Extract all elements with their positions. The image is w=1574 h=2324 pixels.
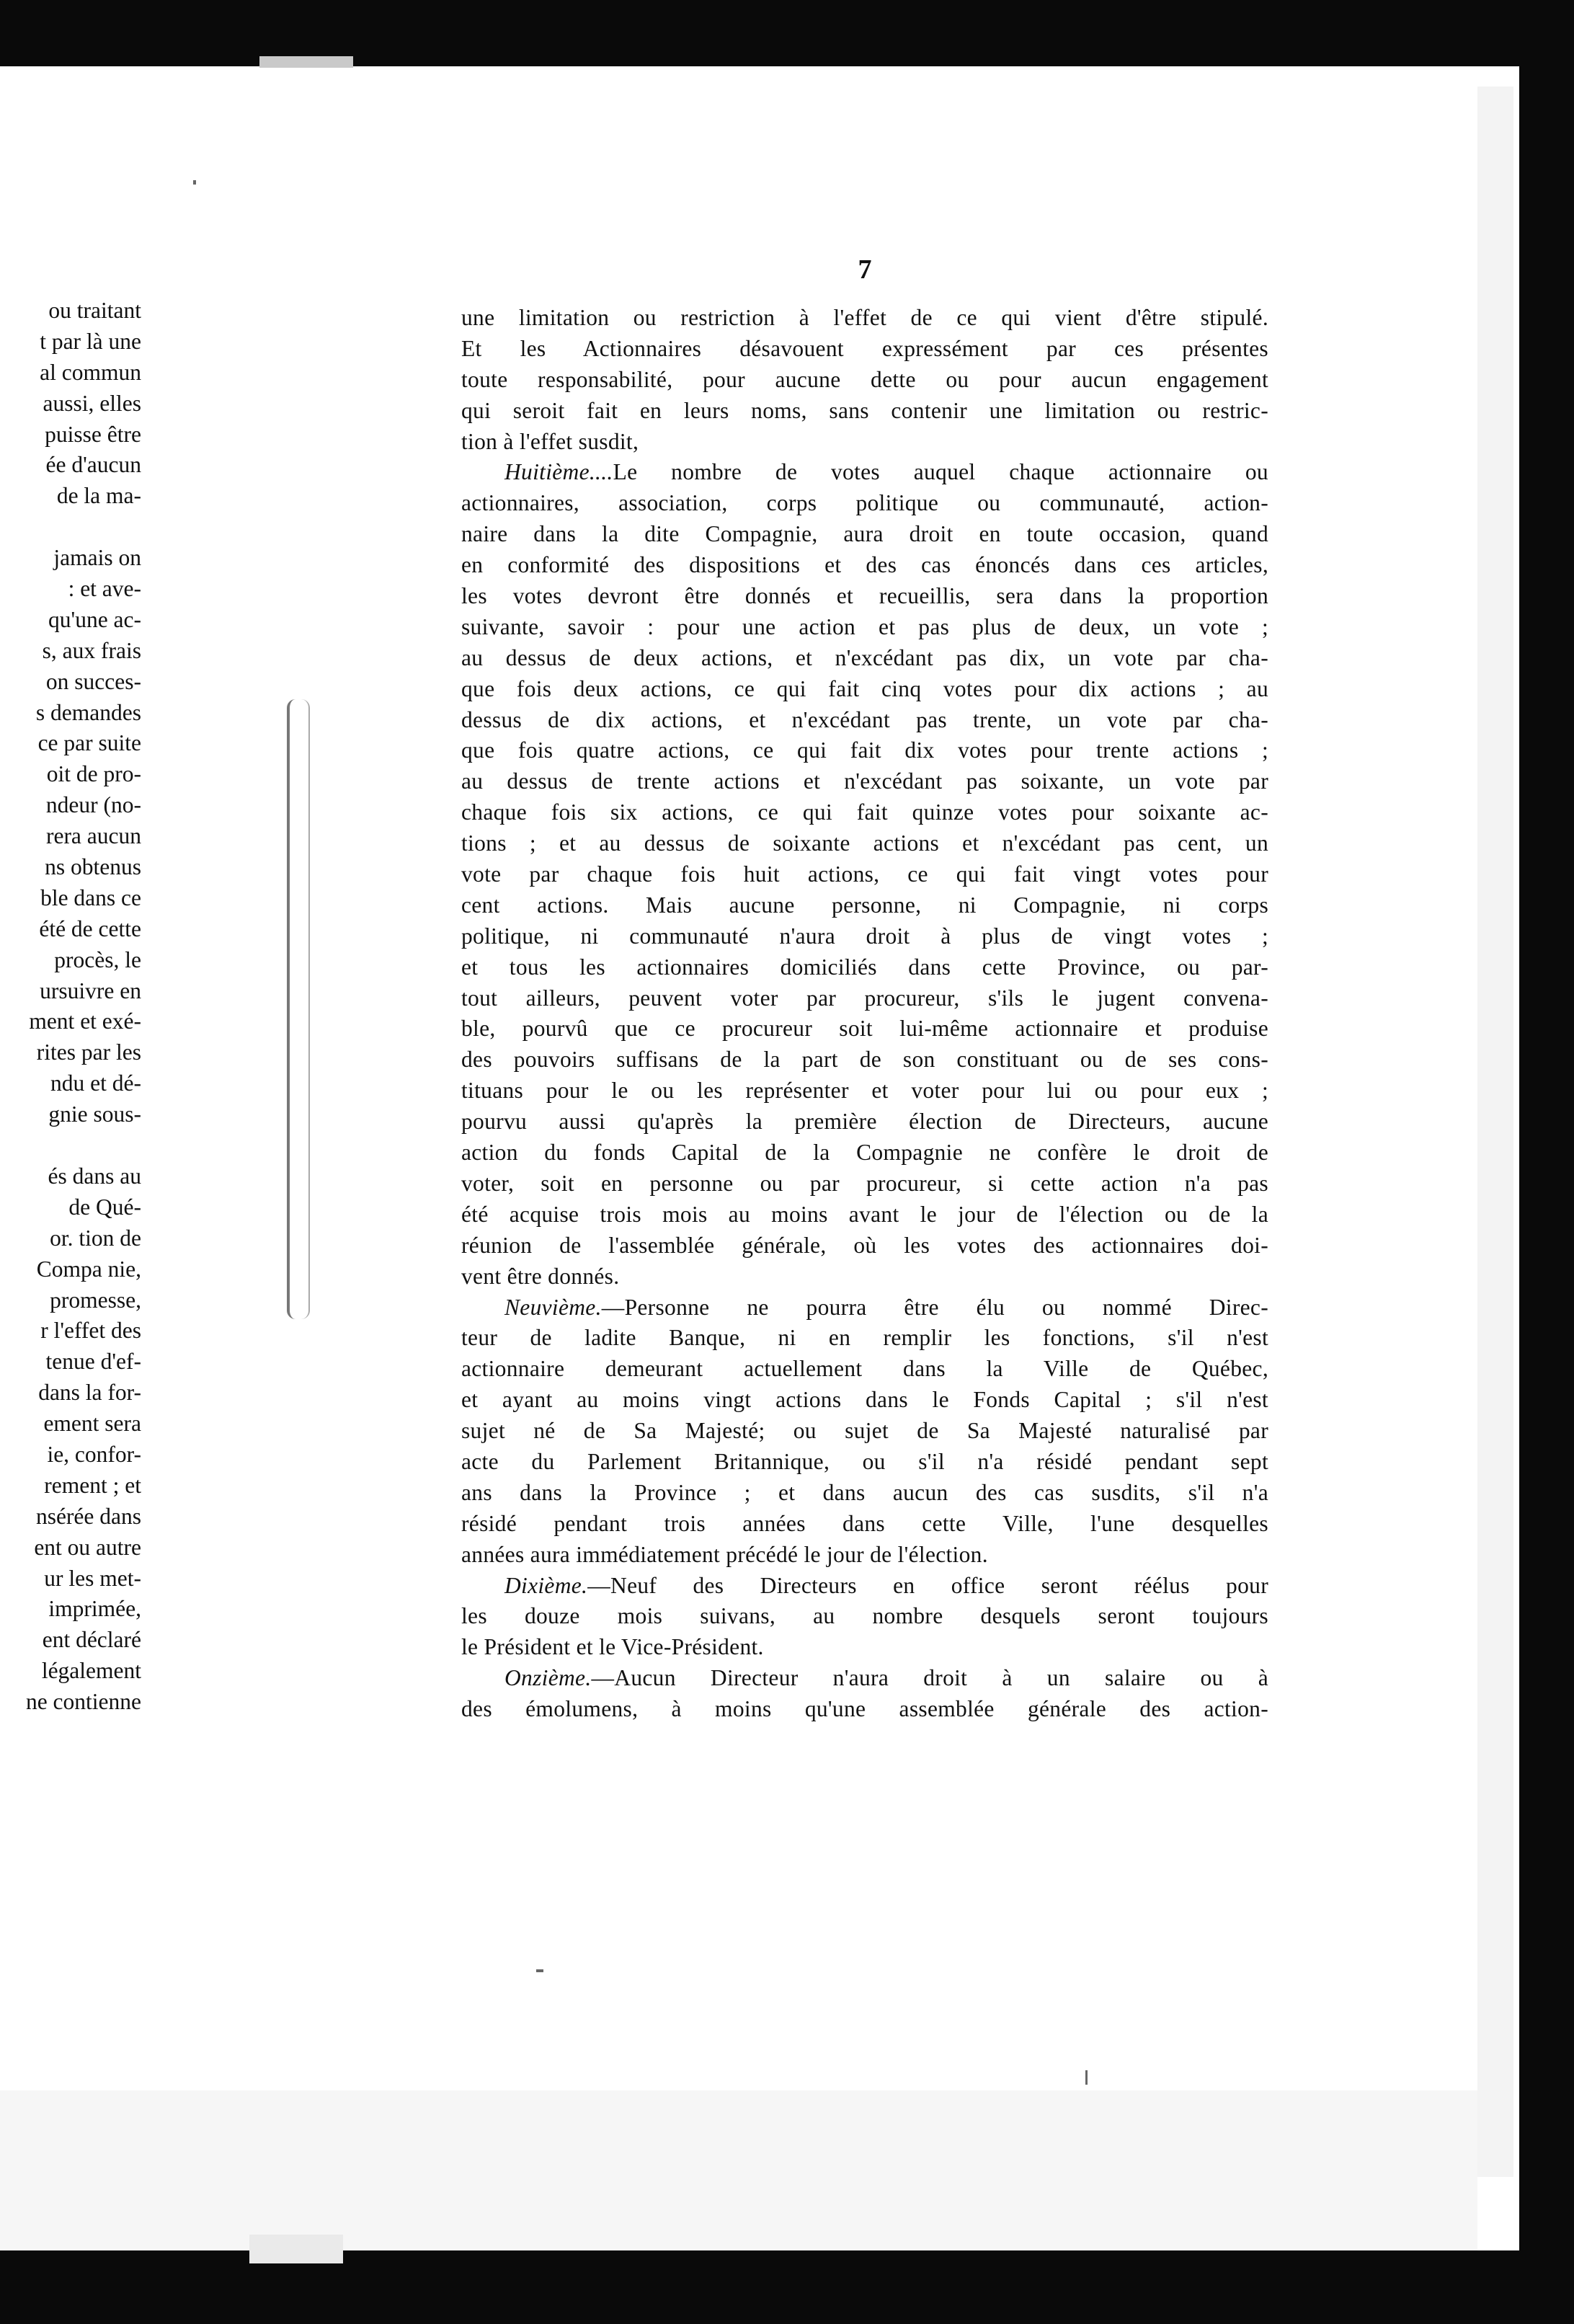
facing-page-column <box>0 296 141 1718</box>
line-text: tions ; et au dessus de soixante actions et n'excédant pas cent, un <box>461 830 1268 856</box>
facing-page-line: imprimée, <box>48 1596 141 1622</box>
text-line <box>461 921 1268 952</box>
line-text: voter, soit en personne ou par procureur, si cette action n'a pas <box>461 1170 1268 1196</box>
facing-page-line: ie, confor- <box>47 1441 141 1467</box>
facing-page-line: s, aux frais <box>42 637 141 663</box>
article-heading: Dixième. <box>504 1572 588 1598</box>
line-text: naire dans la dite Compagnie, aura droit en toute occasion, quand <box>461 521 1268 547</box>
line-text: que fois deux actions, ce qui fait cinq votes pour dix actions ; au <box>461 675 1268 701</box>
line-text: le Président et le Vice-Président. <box>461 1634 764 1660</box>
line-text: les votes devront être donnés et recueillis, sera dans la proportion <box>461 583 1268 609</box>
text-line <box>461 952 1268 983</box>
facing-page-line: ndeur (no- <box>45 792 141 818</box>
line-text: années aura immédiatement précédé le jour de l'élection. <box>461 1541 988 1567</box>
facing-page-line: ns obtenus <box>45 854 141 880</box>
facing-page-line: r l'effet des <box>40 1318 141 1344</box>
line-text: Le nombre de votes auquel chaque actionnaire ou <box>613 459 1268 485</box>
article-heading: Neuvième. <box>504 1294 602 1320</box>
line-text: politique, ni communauté n'aura droit à plus de vingt votes ; <box>461 923 1268 949</box>
line-text: vent être donnés. <box>461 1263 620 1289</box>
text-line <box>461 705 1268 736</box>
text-line <box>461 550 1268 581</box>
line-text: cent actions. Mais aucune personne, ni Compagnie, ni corps <box>461 892 1268 918</box>
line-text: été acquise trois mois au moins avant le jour de l'élection ou de la <box>461 1201 1268 1227</box>
line-text: vote par chaque fois huit actions, ce qui fait vingt votes pour <box>461 861 1268 887</box>
facing-page-line: és dans au <box>48 1163 141 1189</box>
text-line <box>461 1601 1268 1632</box>
line-text: actionnaires, association, corps politique ou communauté, action- <box>461 490 1268 516</box>
facing-page-line: aussi, elles <box>43 390 141 416</box>
text-line <box>461 612 1268 643</box>
text-line <box>461 1323 1268 1354</box>
facing-page-line: ursuivre en <box>40 977 141 1003</box>
facing-page-line: nsérée dans <box>35 1503 141 1529</box>
facing-page-line: ble dans ce <box>40 884 141 910</box>
text-line <box>461 1230 1268 1261</box>
line-text: —Neuf des Directeurs en office seront réélus pour <box>587 1572 1268 1598</box>
facing-page-line: été de cette <box>39 915 141 941</box>
text-line <box>461 1663 1268 1694</box>
line-text: ble, pourvû que ce procureur soit lui-même actionnaire et produise <box>461 1016 1268 1042</box>
facing-page-line: promesse, <box>50 1287 141 1313</box>
line-text: tituans pour le ou les représenter et voter pour lui ou pour eux ; <box>461 1078 1268 1104</box>
speck <box>1085 2070 1088 2085</box>
text-line <box>461 1261 1268 1292</box>
text-line <box>461 365 1268 396</box>
line-text: ans dans la Province ; et dans aucun des cas susdits, s'il n'a <box>461 1479 1268 1505</box>
line-text: et tous les actionnaires domiciliés dans cette Province, ou par- <box>461 954 1268 980</box>
main-text-column <box>461 303 1268 1725</box>
line-text: pourvu aussi qu'après la première élection de Directeurs, aucune <box>461 1109 1268 1135</box>
facing-page-line: jamais on <box>53 545 141 571</box>
text-line <box>461 1478 1268 1509</box>
line-text: actionnaire demeurant actuellement dans la Ville de Québec, <box>461 1356 1268 1382</box>
page-number: 7 <box>858 254 872 285</box>
line-text: réunion de l'assemblée générale, où les votes des actionnaires doi- <box>461 1232 1268 1258</box>
facing-page-line: rites par les <box>36 1039 141 1065</box>
text-line <box>461 1509 1268 1540</box>
line-text: —Personne ne pourra être élu ou nommé Direc- <box>601 1294 1268 1320</box>
facing-page-line: ce par suite <box>37 730 141 756</box>
facing-page-line: on succes- <box>45 668 141 694</box>
text-line <box>461 1354 1268 1385</box>
facing-page-line <box>0 1130 141 1161</box>
line-text: les douze mois suivans, au nombre desquels seront toujours <box>461 1603 1268 1629</box>
text-line <box>461 674 1268 705</box>
text-line <box>461 581 1268 612</box>
scan-edge <box>259 56 353 68</box>
facing-page-line: ur les met- <box>44 1565 141 1591</box>
facing-page-line: tenue d'ef- <box>45 1349 141 1375</box>
line-text: une limitation ou restriction à l'effet de ce qui vient d'être stipulé. <box>461 305 1268 330</box>
text-line <box>461 1045 1268 1075</box>
facing-page-line: ent ou autre <box>34 1534 141 1560</box>
text-line <box>461 797 1268 828</box>
speck <box>193 180 196 185</box>
text-line <box>461 1694 1268 1725</box>
facing-page-line: ndu et dé- <box>50 1070 141 1096</box>
facing-page-line: de la ma- <box>56 483 141 509</box>
line-text: au dessus de deux actions, et n'excédant pas dix, un vote par cha- <box>461 644 1268 670</box>
facing-page-line: puisse être <box>45 421 141 447</box>
text-line <box>461 1075 1268 1106</box>
line-text: au dessus de trente actions et n'excédant pas soixante, un vote par <box>461 768 1268 794</box>
facing-page-line: ou traitant <box>48 298 141 323</box>
facing-page-line: : et ave- <box>68 576 141 602</box>
text-line <box>461 859 1268 890</box>
article-heading: Huitième.... <box>504 459 613 485</box>
line-text: toute responsabilité, pour aucune dette ou pour aucun engagement <box>461 366 1268 392</box>
text-line <box>461 427 1268 458</box>
text-line <box>461 457 1268 488</box>
facing-page-line: ement sera <box>43 1411 141 1437</box>
text-line <box>461 1571 1268 1602</box>
text-line <box>461 334 1268 365</box>
text-line <box>461 828 1268 859</box>
facing-page-line: ment et exé- <box>29 1008 141 1034</box>
line-text: tion à l'effet susdit, <box>461 428 639 454</box>
facing-page-line: légalement <box>41 1658 141 1684</box>
facing-page-line: rement ; et <box>44 1472 141 1498</box>
line-text: des émolumens, à moins qu'une assemblée générale des action- <box>461 1696 1268 1722</box>
page-bottom-shadow <box>0 2090 1477 2250</box>
text-line <box>461 1540 1268 1571</box>
line-text: Et les Actionnaires désavouent expressément par ces présentes <box>461 335 1268 361</box>
line-text: qui seroit fait en leurs noms, sans contenir une limitation ou restric- <box>461 397 1268 423</box>
line-text: teur de ladite Banque, ni en remplir les fonctions, s'il n'est <box>461 1325 1268 1351</box>
speck <box>536 1969 543 1972</box>
text-line <box>461 396 1268 427</box>
line-text: tout ailleurs, peuvent voter par procureur, s'ils le jugent convena- <box>461 985 1268 1011</box>
line-text: dessus de dix actions, et n'excédant pas trente, un vote par cha- <box>461 706 1268 732</box>
facing-page-line: ne contienne <box>25 1689 141 1715</box>
facing-page-line: Compa nie, <box>36 1256 141 1282</box>
facing-page-line: dans la for- <box>38 1380 141 1406</box>
facing-page-line: or. tion de <box>50 1225 141 1251</box>
line-text: sujet né de Sa Majesté; ou sujet de Sa Majesté naturalisé par <box>461 1418 1268 1444</box>
facing-page-line: oit de pro- <box>46 761 141 787</box>
facing-page-line: rera aucun <box>45 823 141 849</box>
text-line <box>461 1106 1268 1137</box>
page-edge-shadow <box>1477 87 1513 2177</box>
line-text: des pouvoirs suffisans de la part de son constituant ou de ses cons- <box>461 1047 1268 1073</box>
text-line <box>461 519 1268 550</box>
line-text: résidé pendant trois années dans cette Ville, l'une desquelles <box>461 1510 1268 1536</box>
line-text: chaque fois six actions, ce qui fait quinze votes pour soixante ac- <box>461 799 1268 825</box>
text-line <box>461 488 1268 519</box>
line-text: que fois quatre actions, ce qui fait dix votes pour trente actions ; <box>461 737 1268 763</box>
text-line <box>461 1014 1268 1045</box>
line-text: et ayant au moins vingt actions dans le Fonds Capital ; s'il n'est <box>461 1387 1268 1413</box>
text-line <box>461 1168 1268 1199</box>
text-line <box>461 1447 1268 1478</box>
scan-tab <box>249 2235 343 2263</box>
text-line <box>461 1416 1268 1447</box>
text-line <box>461 1385 1268 1416</box>
facing-page-line: ent déclaré <box>42 1627 141 1653</box>
facing-page-line: de Qué- <box>68 1194 141 1220</box>
text-line <box>461 890 1268 921</box>
text-line <box>461 303 1268 334</box>
text-line <box>461 1199 1268 1230</box>
text-line <box>461 735 1268 766</box>
facing-page-line: qu'une ac- <box>48 606 141 632</box>
facing-page-line: s demandes <box>35 699 141 725</box>
line-text: acte du Parlement Britannique, ou s'il n'a résidé pendant sept <box>461 1448 1268 1474</box>
text-line <box>461 983 1268 1014</box>
line-text: action du fonds Capital de la Compagnie ne confère le droit de <box>461 1140 1268 1166</box>
text-line <box>461 1137 1268 1168</box>
facing-page-line: ée d'aucun <box>45 452 141 478</box>
facing-page-line: gnie sous- <box>48 1101 141 1127</box>
line-text: en conformité des dispositions et des cas énoncés dans ces articles, <box>461 552 1268 578</box>
text-line <box>461 766 1268 797</box>
text-line <box>461 1292 1268 1323</box>
facing-page-line: al commun <box>40 359 141 385</box>
text-line <box>461 643 1268 674</box>
page-fold-crease <box>287 699 310 1319</box>
line-text: —Aucun Directeur n'aura droit à un salaire ou à <box>591 1665 1268 1691</box>
text-line <box>461 1632 1268 1663</box>
facing-page-line <box>0 512 141 543</box>
facing-page-line: t par là une <box>40 328 141 354</box>
facing-page-line: procès, le <box>54 946 141 972</box>
line-text: suivante, savoir : pour une action et pas plus de deux, un vote ; <box>461 613 1268 639</box>
article-heading: Onzième. <box>504 1665 592 1691</box>
